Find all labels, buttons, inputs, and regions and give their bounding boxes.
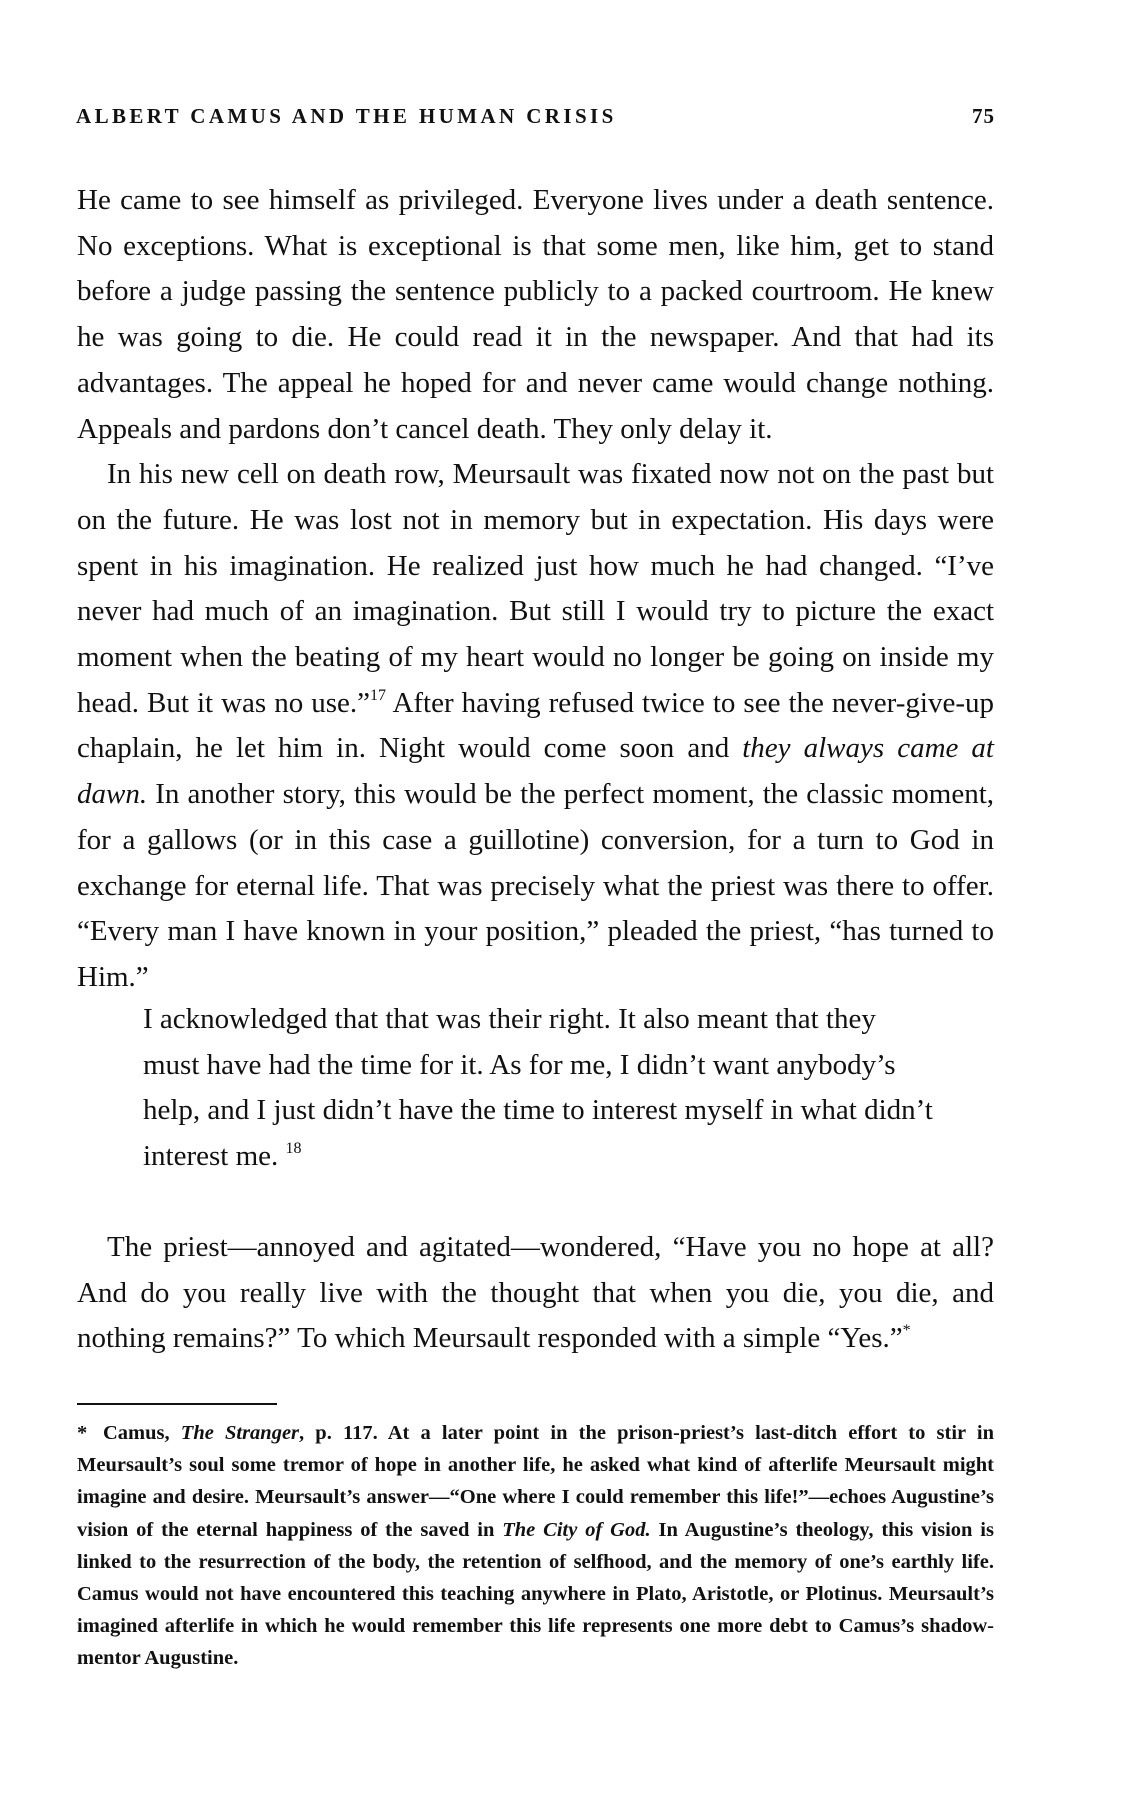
footnote-text [77, 1417, 994, 1675]
footnote-ref-asterisk: * [902, 1322, 911, 1340]
paragraph-3 [77, 1225, 994, 1362]
footnote-part-3: In Augustine’s theology, this vision is linked to the resurrection of the body, the retention of selfhood, and the memory of one’s earthly life. Camus would not have encountered this teaching anywhere in Plato, Aristotle, or Plotinus. Meursault’s imagined afterlife in which he would remember this life represents one more debt to Camus’s shadow-mentor Augustine. [77, 1518, 994, 1670]
page-number: 75 [972, 104, 995, 128]
paragraph-2 [77, 452, 994, 1000]
main-text [77, 178, 994, 1001]
paragraph-1: He came to see himself as privileged. Everyone lives under a death sentence. No exceptions. What is exceptional is that some men, like him, get to stand before a judge passing the sentence publicly to a packed courtroom. He knew he was going to die. He could read it in the newspaper. And that had its advantages. The appeal he hoped for and never came would change nothing. Appeals and pardons don’t cancel death. They only delay it. [77, 184, 994, 445]
paragraph-2-text-3: In another story, this would be the perfect moment, the classic moment, for a gallows (or in this case a guillotine) conversion, for a turn to God in exchange for eternal life. That was precisely what the priest was there to offer. “Every man I have known in your position,” pleaded the priest, “has turned to Him.” [77, 778, 994, 993]
running-title: ALBERT CAMUS AND THE HUMAN CRISIS [76, 104, 617, 128]
running-head [76, 104, 995, 132]
paragraph-3-text: The priest—annoyed and agitated—wondered, “Have you no hope at all? And do you really live with the thought that when you die, you die, and nothing remains?” To which Meursault responded with a simple “Yes.” [77, 1231, 994, 1355]
block-quote-text: I acknowledged that that was their right. It also meant that they must have had the time for it. As for me, I didn’t want anybody’s help, and I just didn’t have the time to interest myself in what didn’t interest me. [143, 1003, 933, 1172]
footnote-part-2: , p. 117. At a later point in the prison-priest’s last-ditch effort to stir in Meursault’s soul some tremor of hope in another life, he asked what kind of afterlife Meursault might imagine and desire. Meursault’s answer—“One where I could remember this life!”—echoes Augustine’s vision of the eternal happiness of the saved in [77, 1422, 995, 1541]
note-ref-18: 18 [285, 1139, 302, 1157]
closing-paragraph [77, 1225, 994, 1362]
paragraph-2-text-1: In his new cell on death row, Meursault was fixated now not on the past but on the future. He was lost not in memory but in expectation. His days were spent in his imagination. He realized just how much he had changed. “I’ve never had much of an imagination. But still I would try to picture the exact moment when the beating of my heart would no longer be going on inside my head. But it was no use.” [77, 458, 994, 719]
paragraph-2-italic: they always came at dawn. [77, 732, 994, 811]
paragraph-2-text-2: After having refused twice to see the never-give-up chaplain, he let him in. Night would come soon and [77, 686, 994, 765]
footnote-rule [77, 1403, 277, 1405]
footnote-marker: * [77, 1422, 88, 1444]
footnote-part-1: Camus, [103, 1422, 181, 1444]
footnote [77, 1417, 994, 1675]
footnote-title-1: The Stranger [180, 1422, 300, 1444]
block-quote [143, 997, 933, 1179]
footnote-title-2: The City of God. [502, 1518, 651, 1541]
block-quote-paragraph [143, 997, 933, 1179]
note-ref-17: 17 [370, 686, 387, 704]
